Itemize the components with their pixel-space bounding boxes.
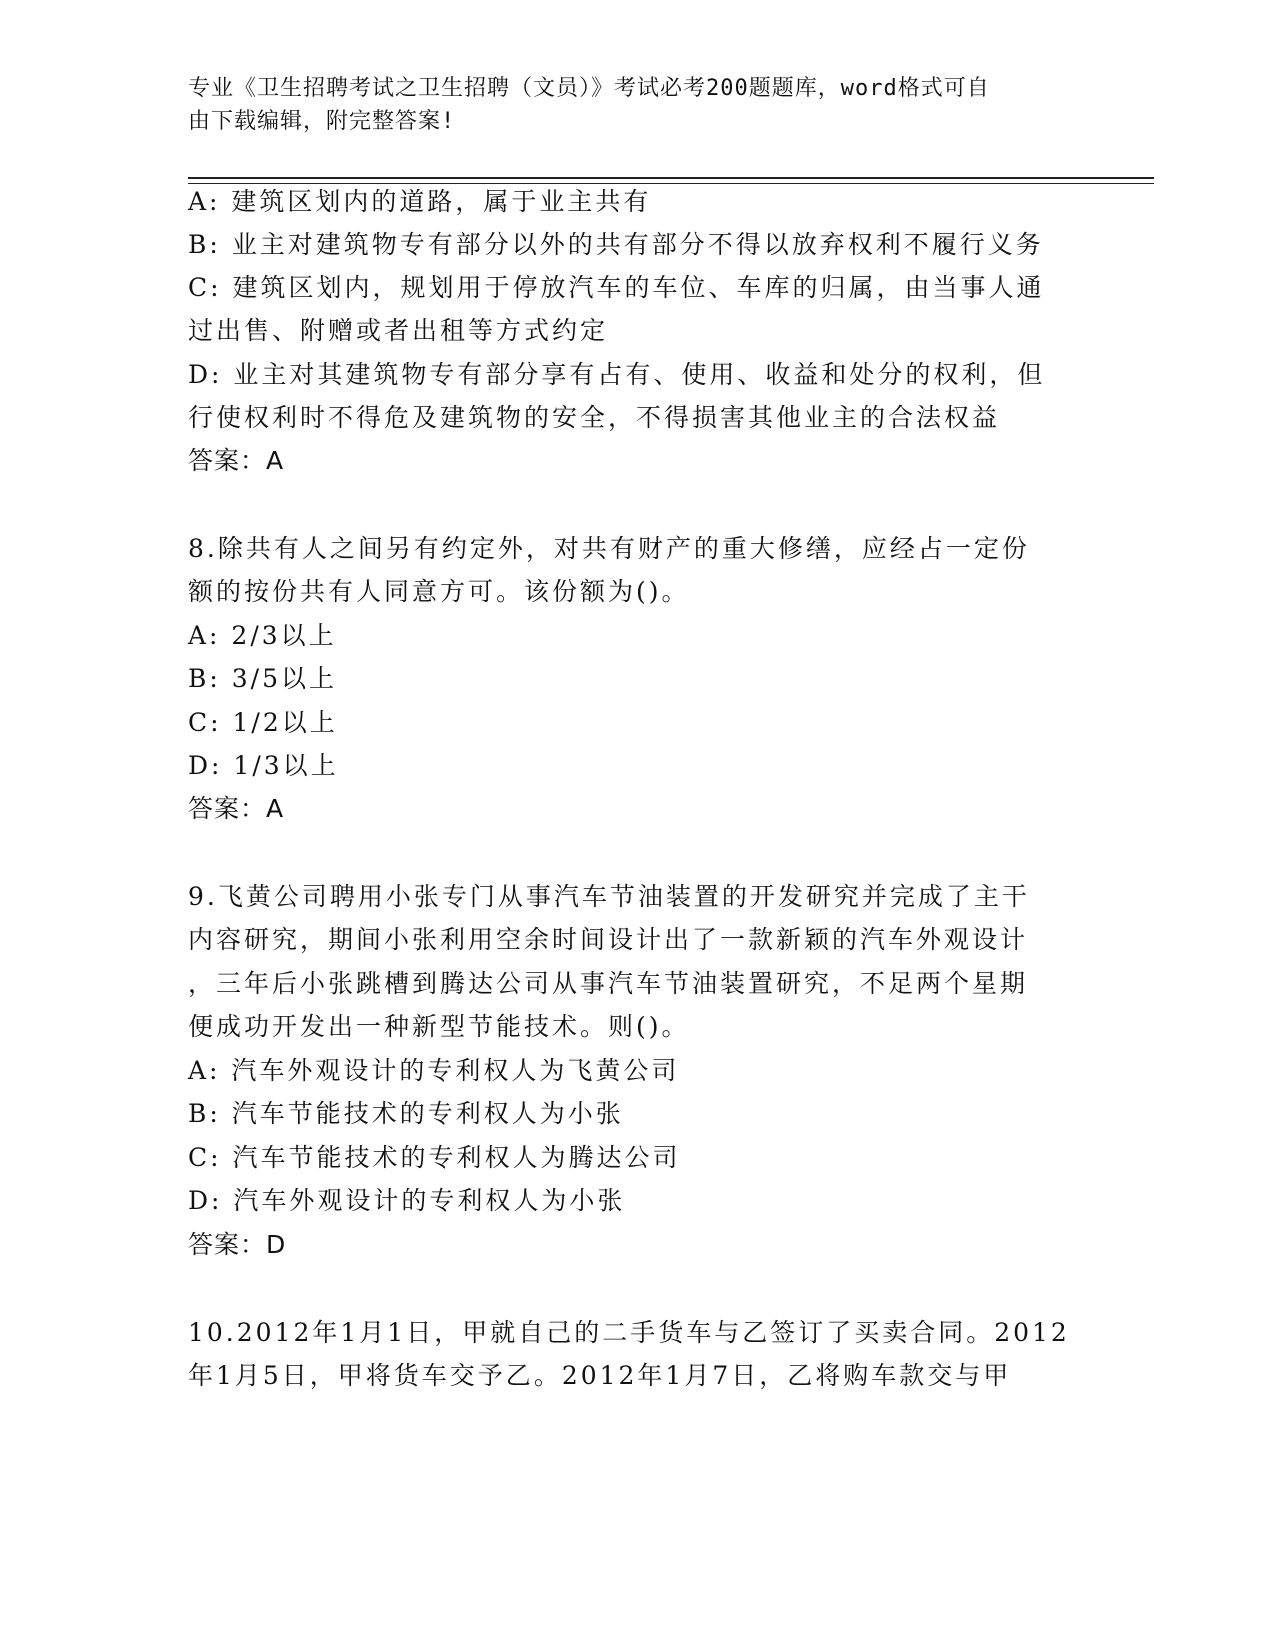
q9-option-b: B: 汽车节能技术的专利权人为小张 <box>188 1099 624 1128</box>
q8-option-b: B: 3/5以上 <box>188 664 337 693</box>
q7-answer: 答案：A <box>188 446 285 475</box>
q8-option-c: C: 1/2以上 <box>188 708 338 737</box>
q9-stem-line-2: 内容研究，期间小张利用空余时间设计出了一款新颖的汽车外观设计 <box>188 925 1029 954</box>
q8-option-a: A: 2/3以上 <box>188 621 337 650</box>
q8-stem-line-2: 额的按份共有人同意方可。该份额为()。 <box>188 577 690 606</box>
q9-stem-line-3: ，三年后小张跳槽到腾达公司从事汽车节油装置研究，不足两个星期 <box>188 969 1029 998</box>
q7-option-d-line-1: D: 业主对其建筑物专有部分享有占有、使用、收益和处分的权利，但 <box>188 360 1046 389</box>
q9-stem-line-1: 9.飞黄公司聘用小张专门从事汽车节油装置的开发研究并完成了主干 <box>188 882 1030 911</box>
q9-option-c: C: 汽车节能技术的专利权人为腾达公司 <box>188 1143 681 1172</box>
q9-stem-line-4: 便成功开发出一种新型节能技术。则()。 <box>188 1012 690 1041</box>
q7-option-c-line-2: 过出售、附赠或者出租等方式约定 <box>188 316 609 345</box>
header-line-1: 专业《卫生招聘考试之卫生招聘（文员）》考试必考200题题库，word格式可自 <box>188 76 990 101</box>
q9-answer: 答案：D <box>188 1230 287 1259</box>
q8-answer: 答案：A <box>188 794 285 823</box>
q7-option-c-line-1: C: 建筑区划内，规划用于停放汽车的车位、车库的归属，由当事人通 <box>188 273 1045 302</box>
q7-option-a: A: 建筑区划内的道路，属于业主共有 <box>188 187 652 216</box>
q10-stem-line-2: 年1月5日，甲将货车交予乙。2012年1月7日，乙将购车款交与甲 <box>188 1361 1012 1390</box>
q7-option-b: B: 业主对建筑物专有部分以外的共有部分不得以放弃权利不履行义务 <box>188 230 1044 259</box>
header-divider-thick <box>188 177 1154 179</box>
header-line-2: 由下载编辑，附完整答案! <box>188 109 456 134</box>
q8-stem-line-1: 8.除共有人之间另有约定外，对共有财产的重大修缮，应经占一定份 <box>188 534 1030 563</box>
q9-option-a: A: 汽车外观设计的专利权人为飞黄公司 <box>188 1056 680 1085</box>
document-header <box>188 72 1088 138</box>
q10-stem-line-1: 10.2012年1月1日，甲就自己的二手货车与乙签订了买卖合同。2012 <box>188 1318 1070 1347</box>
q8-option-d: D: 1/3以上 <box>188 751 339 780</box>
q9-option-d: D: 汽车外观设计的专利权人为小张 <box>188 1186 626 1215</box>
q7-option-d-line-2: 行使权利时不得危及建筑物的安全，不得损害其他业主的合法权益 <box>188 403 1001 432</box>
